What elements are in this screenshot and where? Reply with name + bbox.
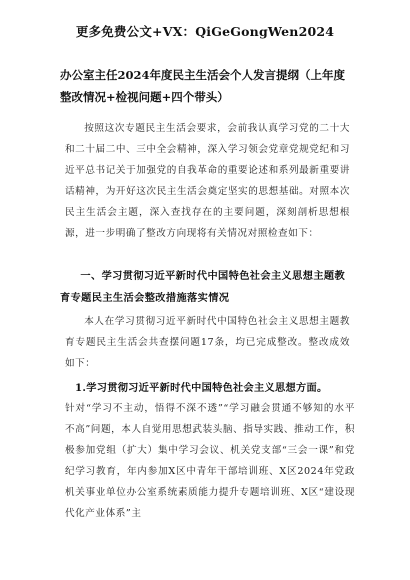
subsection-1-paragraph: 针对“学习不主动，悟得不深不透”“学习融会贯通不够知的水平不高”问题，本人自觉用思想武装头脑、指导实践、推动工作，积极参加党组（扩大）集中学习会议、机关党支部“三会一课”和党纪学习教育，年内参加X区中青年干部培训班、X区2024年党政机关事业单位办公室系统素质能力提升专题培训班、X区“建设现代化产业体系”主 bbox=[65, 403, 355, 519]
subsection-heading-1: 1.学习贯彻习近平新时代中国特色社会主义思想方面。 bbox=[75, 382, 328, 394]
section-1-paragraph: 本人在学习贯彻习近平新时代中国特色社会主义思想主题教育专题民主生活会共查摆问题17条，均已完成整改。整改成效如下： bbox=[65, 316, 350, 369]
watermark-text: 更多免费公文+VX：QiGeGongWen2024 bbox=[75, 24, 335, 39]
section-heading-1: 一、学习贯彻习近平新时代中国特色社会主义思想主题教育专题民主生活会整改措施落实情况 bbox=[60, 270, 346, 304]
document-title: 办公室主任2024年度民主生活会个人发言提纲（上年度整改情况+检视问题+四个带头） bbox=[60, 68, 346, 104]
intro-paragraph: 按照这次专题民主生活会要求，会前我认真学习党的二十大和二十届二中、三中全会精神，深入学习领会党章党规党纪和习近平总书记关于加强党的自我革命的重要论述和系列最新重要讲话精神，为开好这次民主生活会奠定坚实的思想基础。对照本次民主生活会主题，深入查找存在的主要问题，深刻剖析思想根源，进一步明确了整改方向现将有关情况对照检查如下： bbox=[65, 123, 350, 239]
